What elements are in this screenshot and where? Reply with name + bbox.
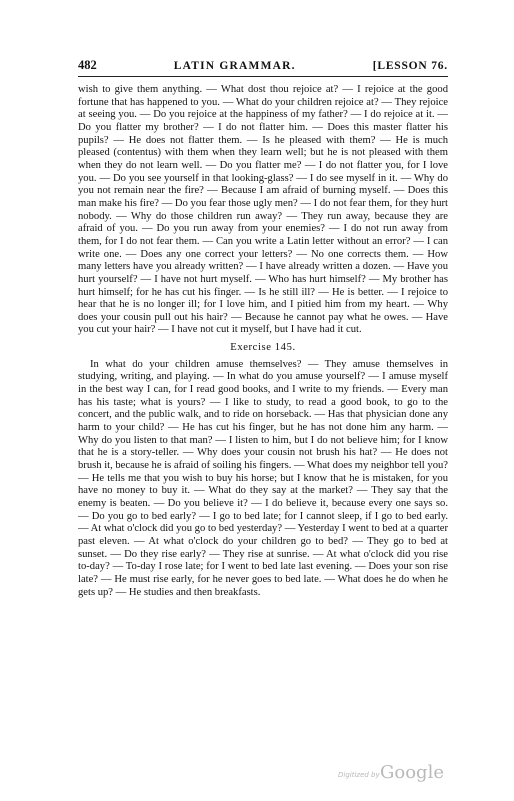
exercise-heading: Exercise 145. — [230, 342, 296, 354]
lesson-label: [LESSON 76. — [372, 60, 448, 72]
page-body — [78, 84, 448, 599]
header-rule — [78, 76, 448, 77]
running-title: LATIN GRAMMAR. — [173, 60, 296, 72]
watermark-caption: Digitized by — [338, 771, 380, 779]
page-number: 482 — [78, 58, 97, 72]
running-header — [78, 58, 448, 74]
google-logo: Google — [380, 762, 444, 783]
exercise-paragraph: In what do your children amuse themselves? — They amuse themselves in studying, writing, and playing. — In what do you amuse yourself? — I amuse myself in the best way I can, for I read good books, and I write to my friends. — Every man has his taste; what is yours? — I like to study, to read a good book, to go to the concert, and the public walk, and to ride on horseback. — Has that physician done any harm to your child? — He has cut his finger, but he has not done him any harm. — Why do you listen to that man? — I listen to him, but I do not believe him; for I know that he is a story-teller. — Why does your cousin not brush his hat? — He does not brush it, because he is afraid of soiling his fingers. — What does my neighbor tell you? — He tells me that you wish to buy his horse; but I know that he is mistaken, for you have no money to buy it. — What do they say at the market? — They say that the enemy is beaten. — Do you believe it? — I do believe it, because every one says so. — Do you go to bed early? — I go to bed late; for I cannot sleep, if I go to bed early. — At what o'clock did you go to bed yesterday? — Yesterday I went to bed at a quarter past eleven. — At what o'clock do your children go to bed? — They go to bed at sunset. — Do they rise early? — They rise at sunrise. — At what o'clock did you rise to-day? — To-day I rose late; for I went to bed late last evening. — Does your son rise late? — He must rise early, for he never goes to bed late. — What does he do when he gets up? — He studies and then breakfasts. — [78, 358, 448, 598]
paragraph-continued: wish to give them anything. — What dost thou rejoice at? — I rejoice at the good fortune that has happened to you. — What do your children rejoice at? — They rejoice at seeing you. — Do you rejoice at the happiness of my father? — I do rejoice at it. — Do you flatter my brother? — I do not flatter him. — Does this master flatter his pupils? — He does not flatter them. — Is he pleased with them? — He is much pleased (contentus) with them when they learn well; but he is not pleased with them when they do not learn well. — Do you flatter me? — I do not flatter you, for I love you. — Do you see yourself in that looking-glass? — I do see myself in it. — Why do you not remain near the fire? — Because I am afraid of burning myself. — Does this man make his fire? — Do you fear those ugly men? — I do not fear them, for they hurt nobody. — Why do those children run away? — They run away, because they are afraid of you. — Do you run away from your enemies? — I do not run away from them, for I do not fear them. — Can you write a Latin letter without an error? — I can write one. — Does any one correct your letters? — No one corrects them. — How many letters have you already written? — I have already written a dozen. — Have you hurt yourself? — I have not hurt myself. — Who has hurt himself? — My brother has hurt himself; for he has cut his finger. — Is he still ill? — He is better. — I rejoice to hear that he is no longer ill; for I love him, and I pitied him from my heart. — Why does your cousin pull out his hair? — Because he cannot pay what he owes. — Have you cut your hair? — I have not cut it myself, but I have had it cut. — [78, 84, 448, 336]
digitization-watermark — [338, 762, 458, 784]
